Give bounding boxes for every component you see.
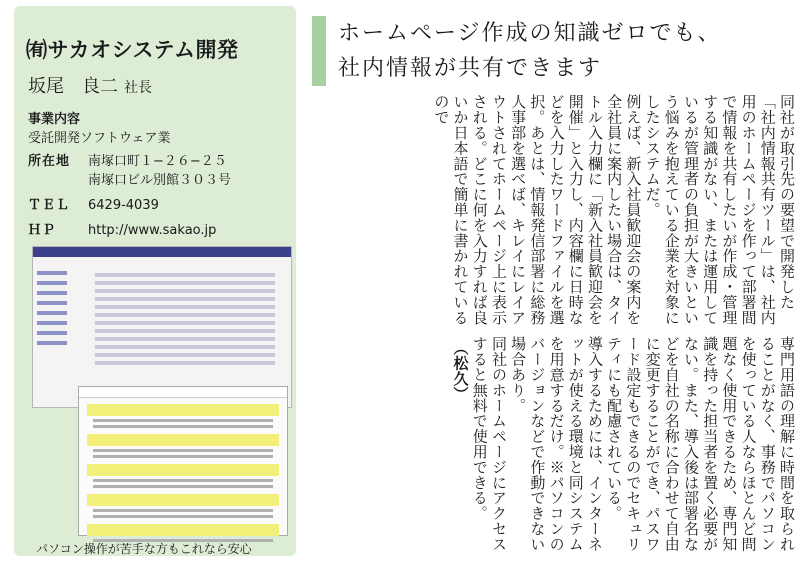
article-paragraph: 同社が取引先の要望で開発した「社内情報共有ツール」は、社内用のホームページを作って部署間で情報を共有したいが作成・管理する知識がない、または運用しているが管理者の負担が大きいという悩みを抱えている企業を対象にしたシステムだ。	[643, 94, 796, 325]
business-label: 事業内容	[28, 112, 81, 127]
screenshot-list-view	[32, 246, 292, 408]
article-paragraph: 専門用語の理解に時間を取られることがなく、事務でパソコンを使っている人ならほとんど問題なく使用できるため、専門知識を持った担当者を置く必要がない。また、導入後は部署名などを自社の名称に合わせて自由に変更することができ、パスワード設定もできるのでセキュリティにも配慮されている。	[605, 336, 796, 552]
company-profile-panel	[14, 6, 296, 556]
address-line1: 南塚口町１−２６−２５	[88, 154, 227, 169]
article-lower-tier	[306, 336, 796, 556]
address-label: 所在地	[28, 154, 71, 169]
address-row-2	[28, 171, 290, 190]
person-title: 社長	[124, 80, 152, 96]
headline-line2: 社内情報が共有できます	[338, 56, 603, 81]
article-paragraph: 同社のホームページにアクセスすると無料で使用できる。	[470, 336, 508, 552]
tel-value: 6429-4039	[88, 198, 159, 213]
address-line2: 南塚口ビル別館３０３号	[88, 173, 232, 188]
company-name: ㈲サカオシステム開発	[26, 38, 239, 62]
photo-caption: パソコン操作が苦手な方もこれなら安心	[36, 542, 252, 556]
article-body	[306, 94, 796, 556]
tel-row	[28, 196, 290, 215]
headline-line1: ホームページ作成の知識ゼロでも、	[338, 21, 722, 46]
author-credit: （松久）	[451, 340, 470, 402]
president-name	[28, 72, 152, 98]
tel-label: ＴＥＬ	[28, 198, 71, 213]
article-paragraph: 例えば、新入社員歓迎会の案内を全社員に案内したい場合は、タイトル入力欄に「新入社員歓迎会を開催」と入力し、内容欄に日時などを入力したワードファイルを選択。あとは、情報発信部署に総務人事部を選べば、キレイにレイアウトされてホームページ上に表示される。どこに何を入力すれば良いか日本語で簡単に書かれているので	[432, 94, 643, 325]
article-upper-tier	[306, 94, 796, 326]
article-paragraph: 導入するためには、インターネットが使える環境と同システムを用意するだけ。※パソコンのバージョンなどで作動できない場合あり。	[509, 336, 604, 552]
address-row	[28, 152, 290, 171]
hp-link[interactable]: http://www.sakao.jp	[88, 223, 217, 238]
hp-row	[28, 221, 290, 240]
person-name: 坂尾 良二	[28, 76, 118, 97]
company-info	[28, 108, 290, 240]
business-block	[28, 108, 290, 146]
business-value: 受託開発ソフトウェア業	[28, 131, 171, 146]
hp-label: ＨＰ	[28, 223, 57, 238]
screenshot-detail-view	[78, 386, 288, 536]
headline	[338, 16, 722, 86]
headline-accent-bar	[312, 16, 326, 86]
